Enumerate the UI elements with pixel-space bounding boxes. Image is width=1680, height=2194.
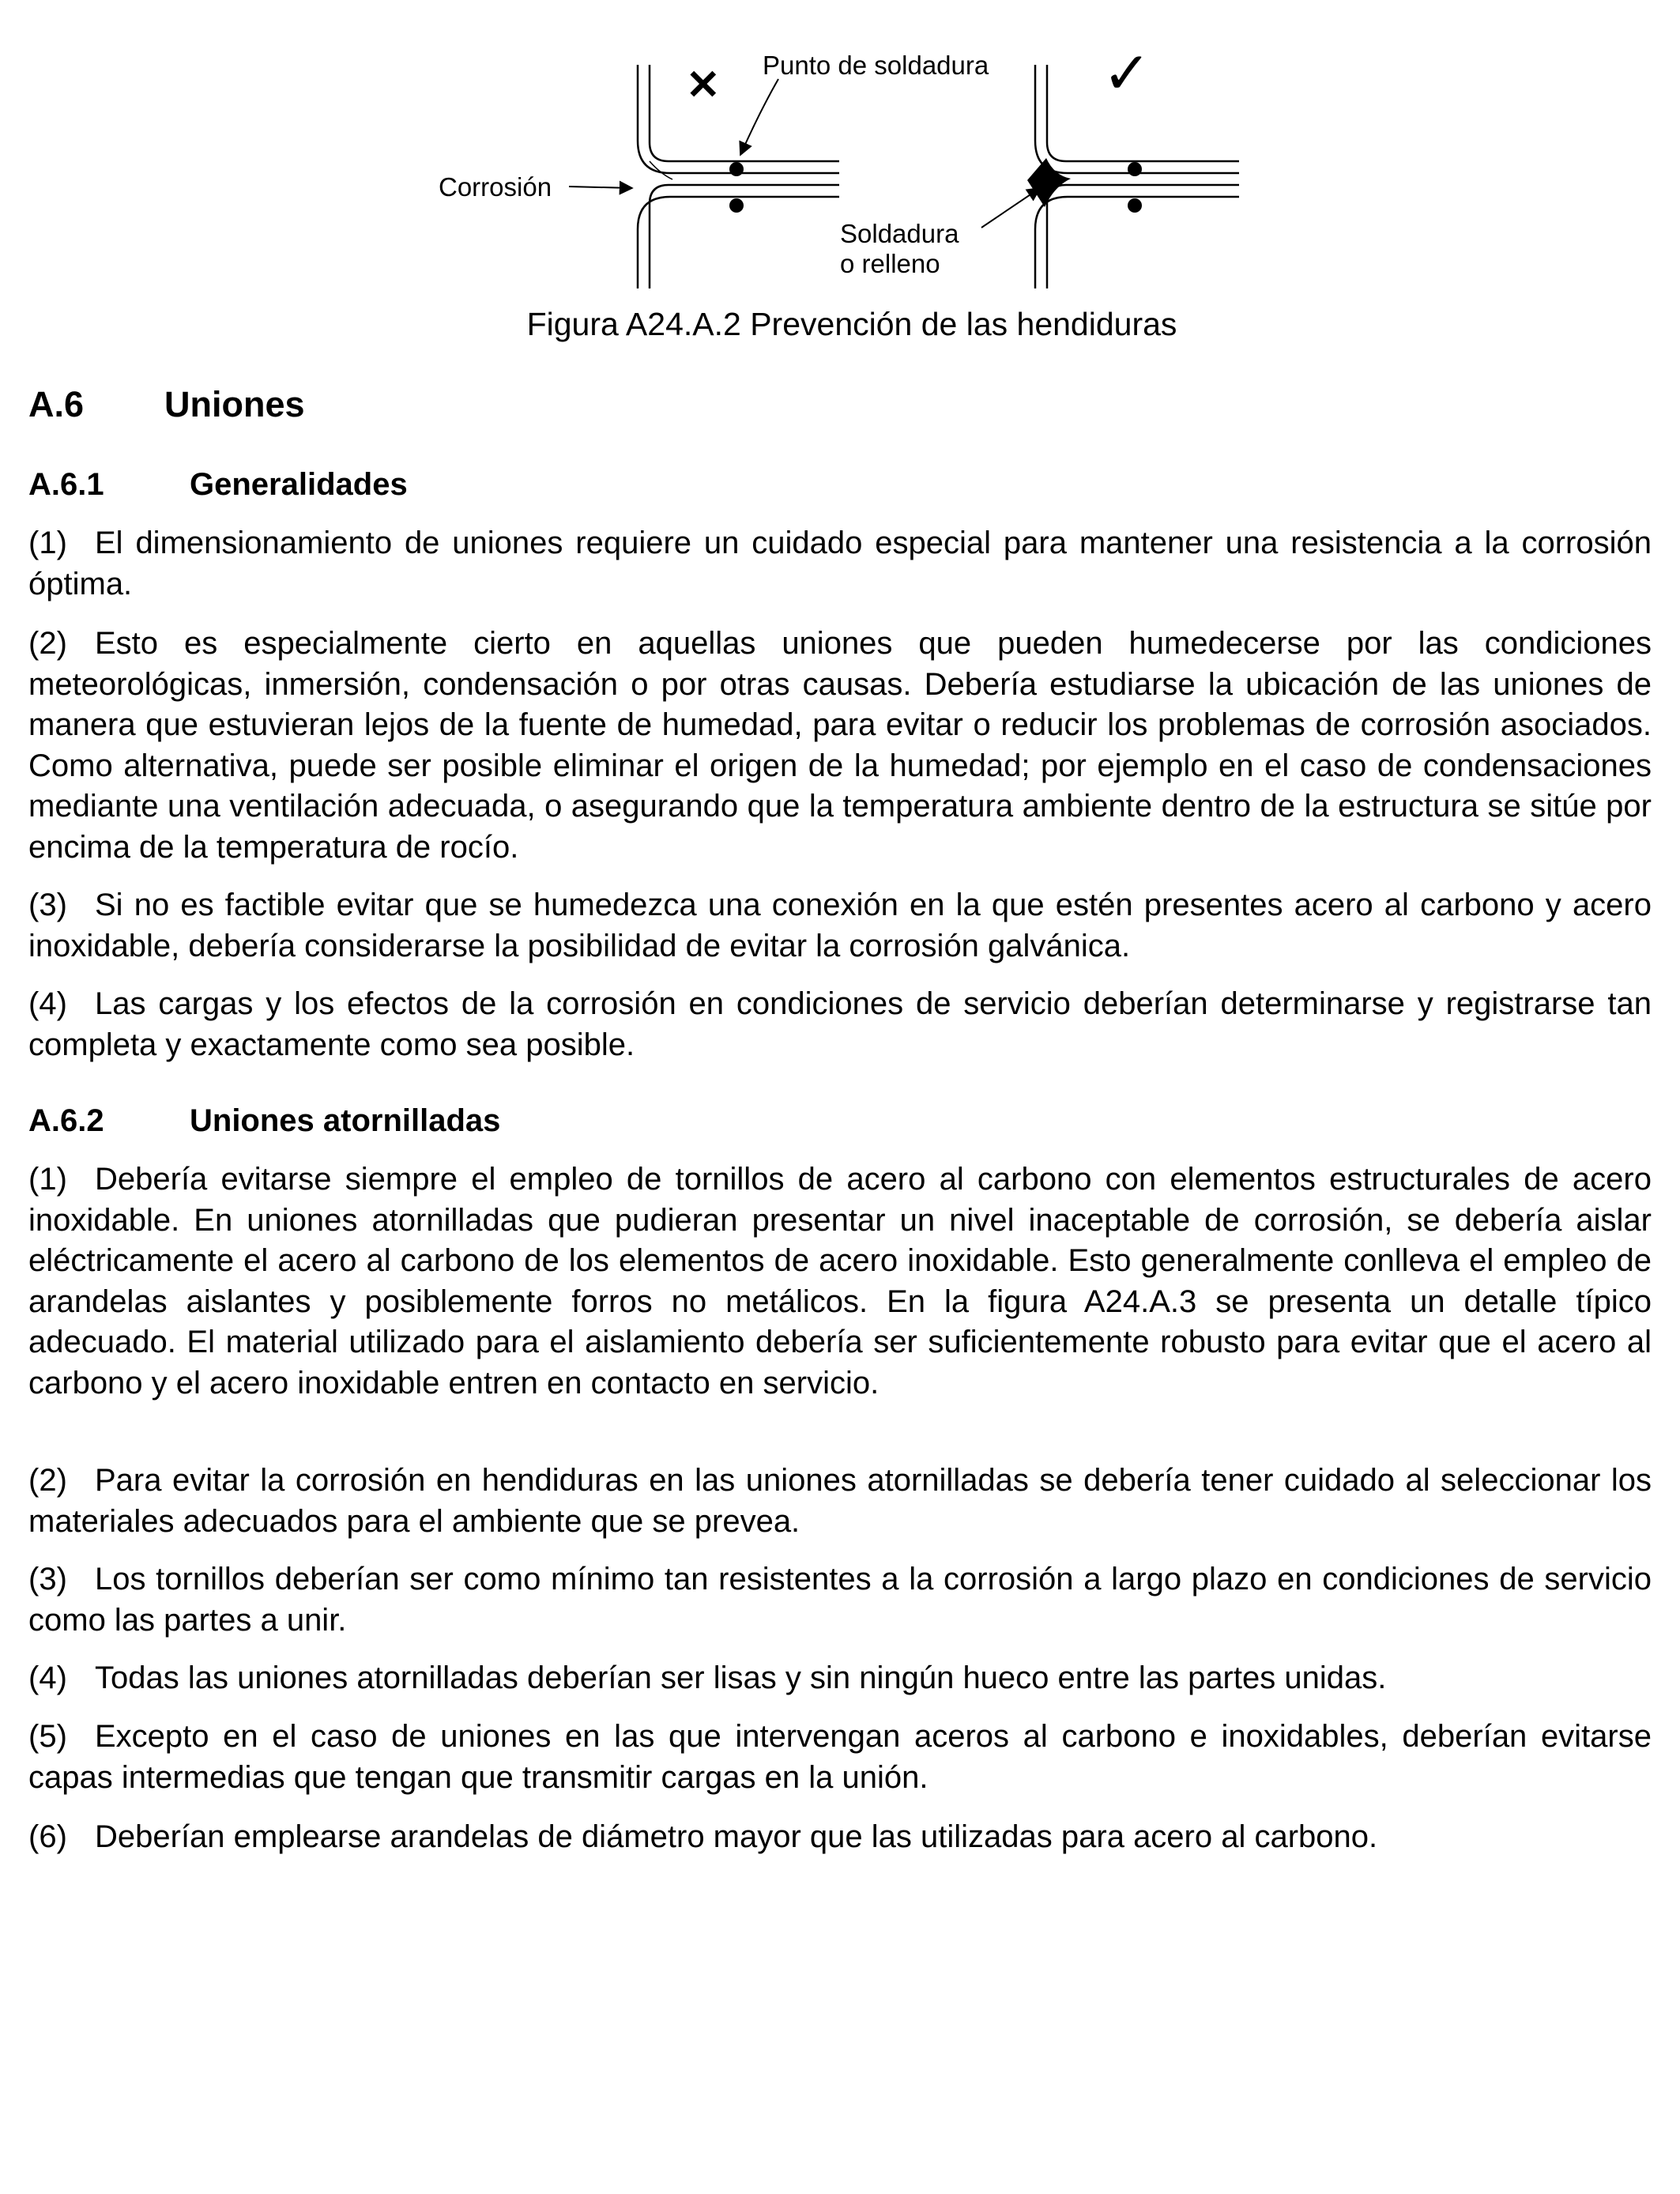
paragraph [28, 984, 1652, 1065]
paragraph [28, 624, 1652, 868]
paragraph-number: (4) [28, 1661, 67, 1695]
paragraph-text: Todas las uniones atornilladas deberían ser lisas y sin ningún hueco entre las partes unidas. [95, 1661, 1387, 1695]
paragraph [28, 1461, 1652, 1542]
crevice-prevention-figure [427, 32, 1264, 300]
subsection-heading-general [28, 464, 408, 505]
figure-diagram [427, 32, 1264, 300]
weld-point-label: Punto de soldadura [763, 51, 989, 80]
paragraph-number: (3) [28, 1562, 67, 1596]
section-number: A.6 [28, 384, 85, 424]
weld-fill-arrow [981, 188, 1040, 228]
subsection-heading-bolted [28, 1100, 500, 1141]
paragraph-number: (2) [28, 626, 67, 661]
correct-mark-icon: ✓ [1102, 40, 1152, 107]
weld-point-bottom [729, 198, 744, 213]
paragraph-text: Las cargas y los efectos de la corrosión en condiciones de servicio deberían determinarse y registrarse tan completa y exactamente como sea posible. [28, 986, 1652, 1062]
paragraph [28, 885, 1652, 967]
subsection-title: Generalidades [190, 467, 408, 502]
subsection-number: A.6.1 [28, 467, 104, 502]
incorrect-mark-icon: ✕ [686, 62, 721, 108]
paragraph-text: Debería evitarse siempre el empleo de tornillos de acero al carbono con elementos estructurales de acero inoxidable. En uniones atornilladas que pudieran presentar un nivel inaceptable de corrosión, se debería aislar eléctricamente el acero al carbono de los elementos de acero inoxidable. Esto generalmente conlleva el empleo de arandelas aislantes y posiblemente forros no metálicos. En la figura A24.A.3 se presenta un detalle típico adecuado. El material utilizado para el aislamiento debería ser suficientemente robusto para evitar que el acero al carbono y el acero inoxidable entren en contacto en servicio. [28, 1162, 1652, 1400]
paragraph-text: Para evitar la corrosión en hendiduras en las uniones atornilladas se debería tener cuidado al seleccionar los materiales adecuados para el ambiente que se prevea. [28, 1463, 1652, 1539]
paragraph-text: El dimensionamiento de uniones requiere un cuidado especial para mantener una resistencia a la corrosión óptima. [28, 526, 1652, 601]
bad-joint-drawing [638, 65, 839, 288]
right-weld-point-top [1128, 162, 1142, 176]
figure-caption: Figura A24.A.2 Prevención de las hendiduras [526, 306, 1177, 342]
subsection-title: Uniones atornilladas [190, 1103, 501, 1138]
paragraph-text: Los tornillos deberían ser como mínimo tan resistentes a la corrosión a largo plazo en condiciones de servicio como las partes a unir. [28, 1562, 1652, 1638]
corrosion-label: Corrosión [439, 172, 552, 202]
corrosion-arrow [569, 187, 632, 188]
section-title: Uniones [164, 384, 305, 424]
paragraph-number: (1) [28, 526, 67, 560]
weld-point-top [729, 162, 744, 176]
weld-fill-label-line2: o relleno [840, 249, 940, 278]
paragraph-number: (4) [28, 986, 67, 1021]
right-weld-point-bottom [1128, 198, 1142, 213]
paragraph-number: (5) [28, 1719, 67, 1754]
subsection-number: A.6.2 [28, 1103, 104, 1138]
paragraph [28, 1717, 1652, 1798]
paragraph-number: (2) [28, 1463, 67, 1498]
paragraph [28, 1658, 1652, 1699]
paragraph [28, 1159, 1652, 1404]
weld-point-arrow [740, 79, 778, 155]
weld-fill-label-line1: Soldadura [840, 219, 959, 248]
paragraph-text: Si no es factible evitar que se humedezca una conexión en la que estén presentes acero al carbono y acero inoxidable, debería considerarse la posibilidad de evitar la corrosión galvánica. [28, 888, 1652, 963]
paragraph-number: (1) [28, 1162, 67, 1197]
section-heading [28, 383, 305, 427]
paragraph-text: Esto es especialmente cierto en aquellas uniones que pueden humedecerse por las condiciones meteorológicas, inmersión, condensación o por otras causas. Debería estudiarse la ubicación de las uniones de manera que estuvieran lejos de la fuente de humedad, para evitar o reducir los problemas de corrosión asociados. Como alternativa, puede ser posible eliminar el origen de la humedad; por ejemplo en el caso de condensaciones mediante una ventilación adecuada, o asegurando que la temperatura ambiente dentro de la estructura se sitúe por encima de la temperatura de rocío. [28, 626, 1652, 865]
paragraph-number: (3) [28, 888, 67, 922]
paragraph [28, 523, 1652, 605]
paragraph-number: (6) [28, 1819, 67, 1854]
paragraph [28, 1817, 1652, 1858]
paragraph-text: Excepto en el caso de uniones en las que intervengan aceros al carbono e inoxidables, deberían evitarse capas intermedias que tengan que transmitir cargas en la unión. [28, 1719, 1652, 1795]
paragraph-text: Deberían emplearse arandelas de diámetro mayor que las utilizadas para acero al carbono. [95, 1819, 1378, 1854]
paragraph [28, 1559, 1652, 1641]
